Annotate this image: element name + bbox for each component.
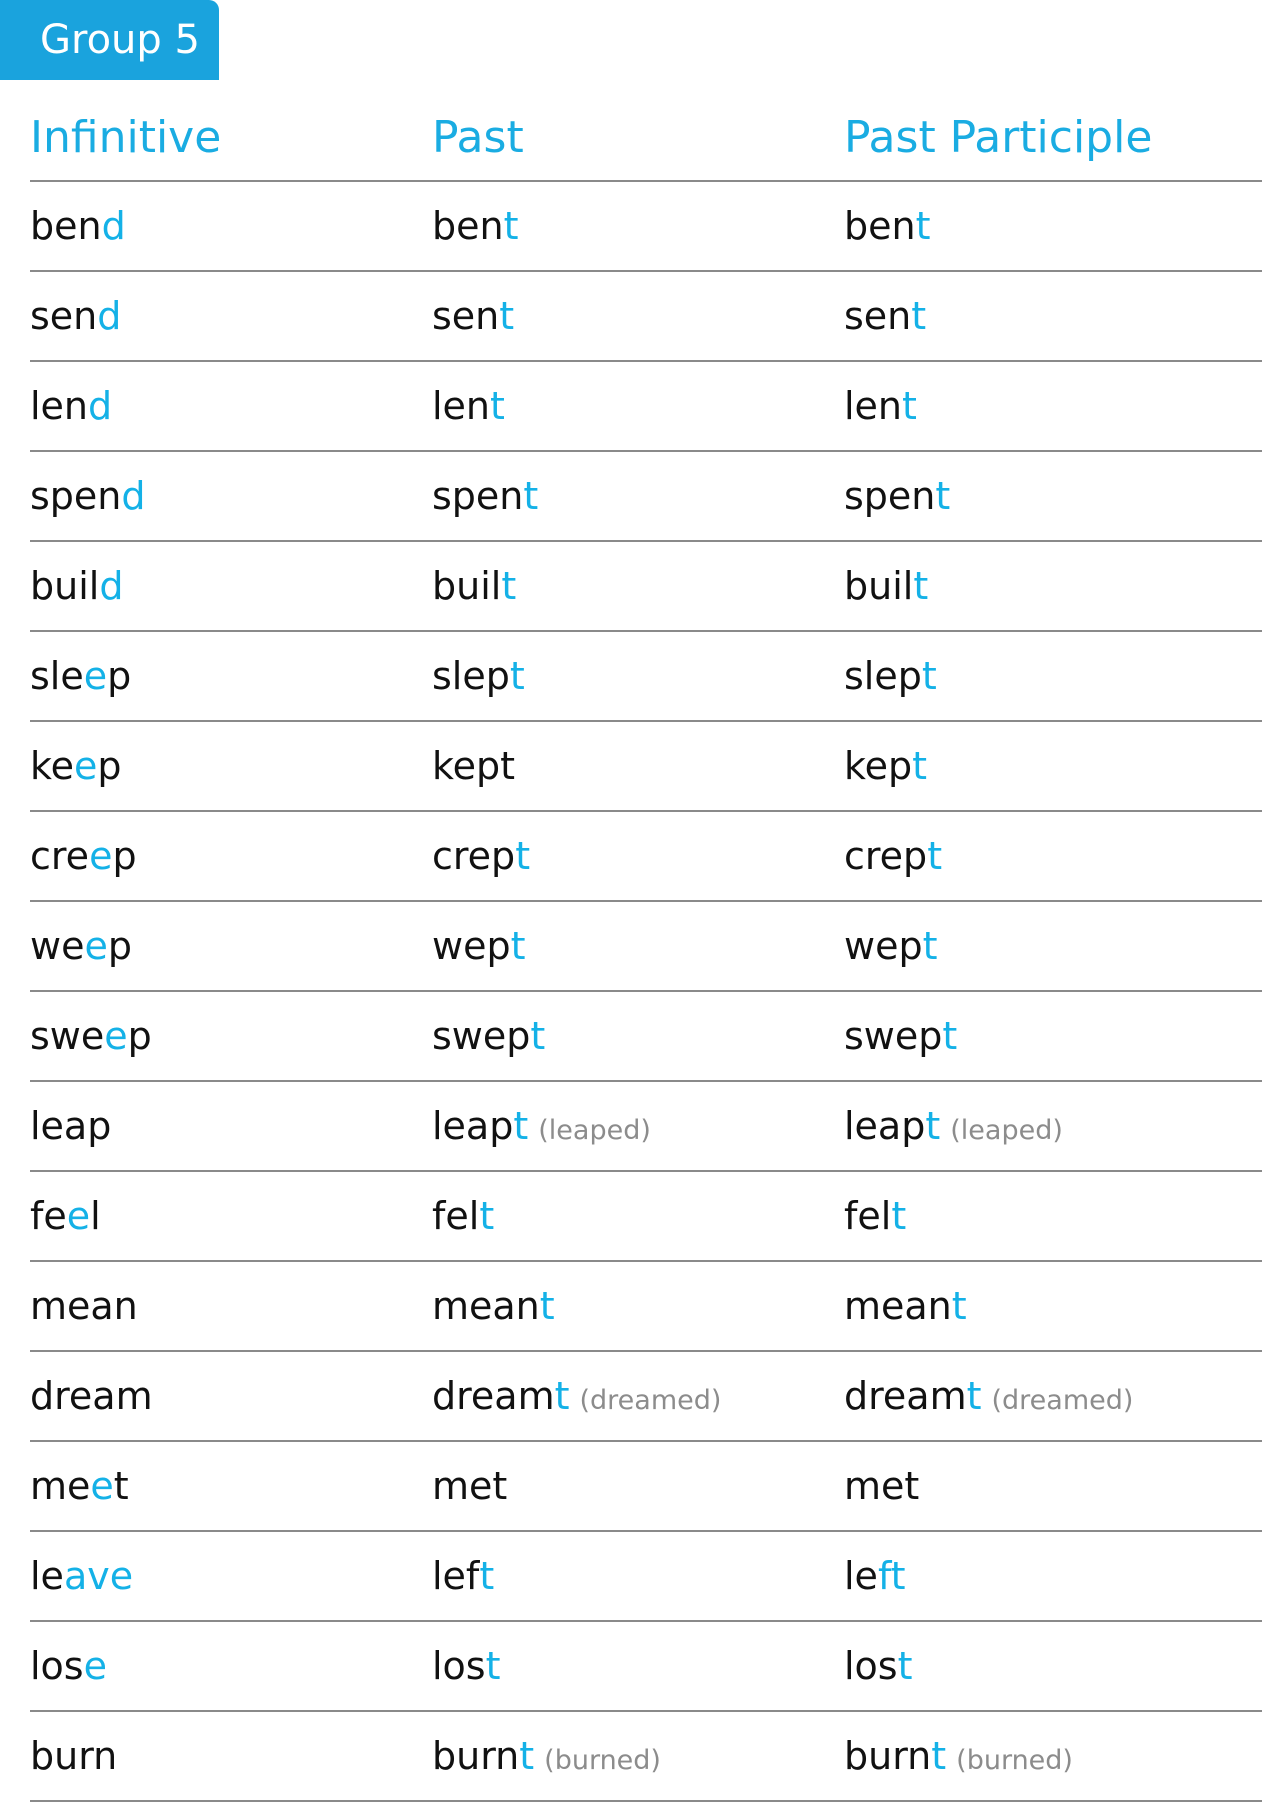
infinitive-cell: [30, 812, 137, 900]
infinitive-hl: d: [121, 474, 146, 518]
participle-base: fel: [844, 1194, 892, 1238]
participle-cell: [844, 902, 938, 990]
past-base: los: [432, 1644, 486, 1688]
infinitive-hl: e: [104, 1014, 128, 1058]
infinitive-hl: d: [99, 564, 124, 608]
infinitive-base: swe: [30, 1014, 105, 1058]
past-cell: [432, 992, 545, 1080]
participle-base: crep: [844, 834, 928, 878]
infinitive-cell: [30, 1712, 117, 1800]
past-base: sen: [432, 294, 500, 338]
past-cell: [432, 902, 526, 990]
infinitive-base: mean: [30, 1284, 138, 1328]
past-cell: [432, 812, 530, 900]
past-hl: t: [485, 1644, 501, 1688]
participle-hl: t: [931, 1734, 947, 1778]
past-base: fel: [432, 1194, 480, 1238]
past-hl: t: [510, 924, 526, 968]
past-cell: [432, 1622, 501, 1710]
infinitive-base: sen: [30, 294, 98, 338]
table-row: [30, 1172, 1262, 1262]
past-cell: [432, 722, 515, 810]
participle-base: wep: [844, 924, 923, 968]
infinitive-tail: p: [107, 924, 132, 968]
participle-base: swep: [844, 1014, 943, 1058]
past-cell: [432, 1172, 494, 1260]
table-row: [30, 182, 1262, 272]
table-row: [30, 1442, 1262, 1532]
past-base: spen: [432, 474, 524, 518]
participle-cell: [844, 632, 937, 720]
past-cell: [432, 1082, 651, 1170]
infinitive-cell: [30, 1352, 153, 1440]
infinitive-base: leap: [30, 1104, 112, 1148]
infinitive-base: burn: [30, 1734, 118, 1778]
infinitive-tail: p: [97, 744, 122, 788]
infinitive-base: le: [30, 1554, 64, 1598]
table-row: [30, 722, 1262, 812]
infinitive-hl: e: [83, 1644, 107, 1688]
infinitive-base: cre: [30, 834, 90, 878]
participle-base: spen: [844, 474, 936, 518]
table-row: [30, 362, 1262, 452]
infinitive-base: sle: [30, 654, 84, 698]
past-base: ben: [432, 204, 504, 248]
infinitive-hl: d: [97, 294, 122, 338]
past-cell: [432, 1262, 555, 1350]
infinitive-cell: [30, 1172, 101, 1260]
past-base: kept: [432, 744, 516, 788]
participle-base: kep: [844, 744, 913, 788]
past-hl: t: [513, 1104, 529, 1148]
participle-base: ben: [844, 204, 916, 248]
past-base: wep: [432, 924, 511, 968]
participle-hl: t: [915, 204, 931, 248]
table-header: [30, 95, 1262, 182]
table-row: [30, 992, 1262, 1082]
header-past: Past: [432, 112, 524, 163]
infinitive-hl: e: [84, 924, 108, 968]
past-hl: t: [503, 204, 519, 248]
infinitive-cell: [30, 452, 146, 540]
participle-hl: t: [913, 564, 929, 608]
participle-base: leap: [844, 1104, 926, 1148]
past-cell: [432, 272, 514, 360]
past-hl: t: [479, 1194, 495, 1238]
infinitive-hl: e: [90, 1464, 114, 1508]
participle-hl: t: [951, 1284, 967, 1328]
participle-hl: t: [927, 834, 943, 878]
infinitive-tail: l: [90, 1194, 101, 1238]
participle-hl: t: [942, 1014, 958, 1058]
infinitive-tail: p: [107, 654, 132, 698]
infinitive-cell: [30, 992, 152, 1080]
participle-cell: [844, 1622, 913, 1710]
participle-base: mean: [844, 1284, 952, 1328]
participle-cell: [844, 1712, 1073, 1800]
past-hl: t: [539, 1284, 555, 1328]
infinitive-tail: p: [127, 1014, 152, 1058]
infinitive-tail: t: [113, 1464, 129, 1508]
past-hl: t: [501, 564, 517, 608]
past-base: len: [432, 384, 491, 428]
infinitive-hl: e: [74, 744, 98, 788]
past-base: buil: [432, 564, 502, 608]
past-cell: [432, 182, 519, 270]
past-hl: t: [479, 1554, 495, 1598]
table-row: [30, 1622, 1262, 1712]
participle-base: dream: [844, 1374, 967, 1418]
participle-base: los: [844, 1644, 898, 1688]
table-row: [30, 542, 1262, 632]
past-base: slep: [432, 654, 510, 698]
infinitive-hl: d: [101, 204, 126, 248]
past-cell: [432, 542, 516, 630]
participle-cell: [844, 1172, 906, 1260]
participle-hl: t: [935, 474, 951, 518]
participle-cell: [844, 992, 957, 1080]
participle-base: burn: [844, 1734, 932, 1778]
participle-cell: [844, 272, 926, 360]
participle-cell: [844, 1082, 1063, 1170]
participle-hl: t: [925, 1104, 941, 1148]
infinitive-base: buil: [30, 564, 100, 608]
infinitive-base: ke: [30, 744, 75, 788]
infinitive-cell: [30, 362, 112, 450]
infinitive-base: me: [30, 1464, 91, 1508]
past-hl: t: [490, 384, 505, 428]
table-row: [30, 632, 1262, 722]
participle-cell: [844, 1352, 1133, 1440]
participle-hl: t: [921, 654, 937, 698]
participle-hl: ft: [877, 1554, 906, 1598]
past-hl: t: [530, 1014, 546, 1058]
participle-cell: [844, 812, 942, 900]
table-row: [30, 812, 1262, 902]
past-base: met: [432, 1464, 508, 1508]
table-row: [30, 272, 1262, 362]
past-hl: t: [499, 294, 515, 338]
verb-table: [30, 95, 1262, 1802]
past-base: leap: [432, 1104, 514, 1148]
participle-cell: [844, 182, 931, 270]
header-past-participle: Past Participle: [844, 112, 1153, 163]
past-hl: t: [519, 1734, 535, 1778]
header-infinitive: Infinitive: [30, 112, 222, 163]
past-base: lef: [432, 1554, 480, 1598]
infinitive-cell: [30, 1262, 138, 1350]
infinitive-hl: e: [66, 1194, 91, 1238]
participle-cell: [844, 722, 927, 810]
past-cell: [432, 1442, 507, 1530]
past-cell: [432, 632, 525, 720]
infinitive-cell: [30, 1082, 111, 1170]
infinitive-hl: e: [83, 654, 108, 698]
past-base: mean: [432, 1284, 540, 1328]
table-row: [30, 1262, 1262, 1352]
past-hl: t: [523, 474, 539, 518]
group-tab: [0, 0, 219, 80]
participle-hl: t: [897, 1644, 913, 1688]
infinitive-base: we: [30, 924, 85, 968]
infinitive-hl: e: [89, 834, 113, 878]
past-base: dream: [432, 1374, 555, 1418]
infinitive-base: los: [30, 1644, 84, 1688]
participle-hl: t: [966, 1374, 982, 1418]
participle-hl: t: [922, 924, 938, 968]
participle-cell: [844, 362, 917, 450]
participle-alt-form: (leaped): [950, 1114, 1063, 1146]
infinitive-cell: [30, 1622, 107, 1710]
past-alt-form: (dreamed): [579, 1384, 722, 1416]
past-cell: [432, 362, 505, 450]
past-cell: [432, 1352, 721, 1440]
infinitive-cell: [30, 722, 122, 810]
past-cell: [432, 1712, 661, 1800]
past-alt-form: (leaped): [538, 1114, 651, 1146]
participle-alt-form: (burned): [956, 1744, 1073, 1776]
infinitive-cell: [30, 1532, 133, 1620]
infinitive-hl: ave: [63, 1554, 134, 1598]
participle-hl: t: [911, 294, 927, 338]
past-alt-form: (burned): [544, 1744, 661, 1776]
infinitive-base: fe: [30, 1194, 67, 1238]
participle-alt-form: (dreamed): [991, 1384, 1134, 1416]
table-row: [30, 902, 1262, 992]
participle-base: slep: [844, 654, 922, 698]
infinitive-cell: [30, 632, 131, 720]
participle-hl: t: [891, 1194, 907, 1238]
participle-hl: t: [912, 744, 928, 788]
past-hl: t: [509, 654, 525, 698]
participle-cell: [844, 452, 950, 540]
infinitive-cell: [30, 1442, 129, 1530]
infinitive-cell: [30, 902, 132, 990]
group-label: Group 5: [40, 17, 200, 63]
infinitive-cell: [30, 272, 121, 360]
past-base: burn: [432, 1734, 520, 1778]
participle-base: le: [844, 1554, 878, 1598]
past-cell: [432, 1532, 494, 1620]
past-cell: [432, 452, 538, 540]
participle-base: buil: [844, 564, 914, 608]
past-base: crep: [432, 834, 516, 878]
participle-hl: t: [902, 384, 917, 428]
past-hl: t: [554, 1374, 570, 1418]
participle-base: met: [844, 1464, 920, 1508]
infinitive-base: dream: [30, 1374, 153, 1418]
participle-base: len: [844, 384, 903, 428]
past-hl: t: [515, 834, 531, 878]
participle-cell: [844, 542, 928, 630]
table-row: [30, 1352, 1262, 1442]
table-row: [30, 1082, 1262, 1172]
infinitive-cell: [30, 182, 126, 270]
table-row: [30, 1712, 1262, 1802]
infinitive-tail: p: [112, 834, 137, 878]
infinitive-cell: [30, 542, 123, 630]
past-base: swep: [432, 1014, 531, 1058]
infinitive-base: len: [30, 384, 89, 428]
infinitive-base: ben: [30, 204, 102, 248]
table-row: [30, 452, 1262, 542]
infinitive-base: spen: [30, 474, 122, 518]
table-body: [30, 182, 1262, 1802]
participle-base: sen: [844, 294, 912, 338]
participle-cell: [844, 1532, 906, 1620]
participle-cell: [844, 1442, 919, 1530]
table-row: [30, 1532, 1262, 1622]
participle-cell: [844, 1262, 967, 1350]
infinitive-hl: d: [88, 384, 113, 428]
